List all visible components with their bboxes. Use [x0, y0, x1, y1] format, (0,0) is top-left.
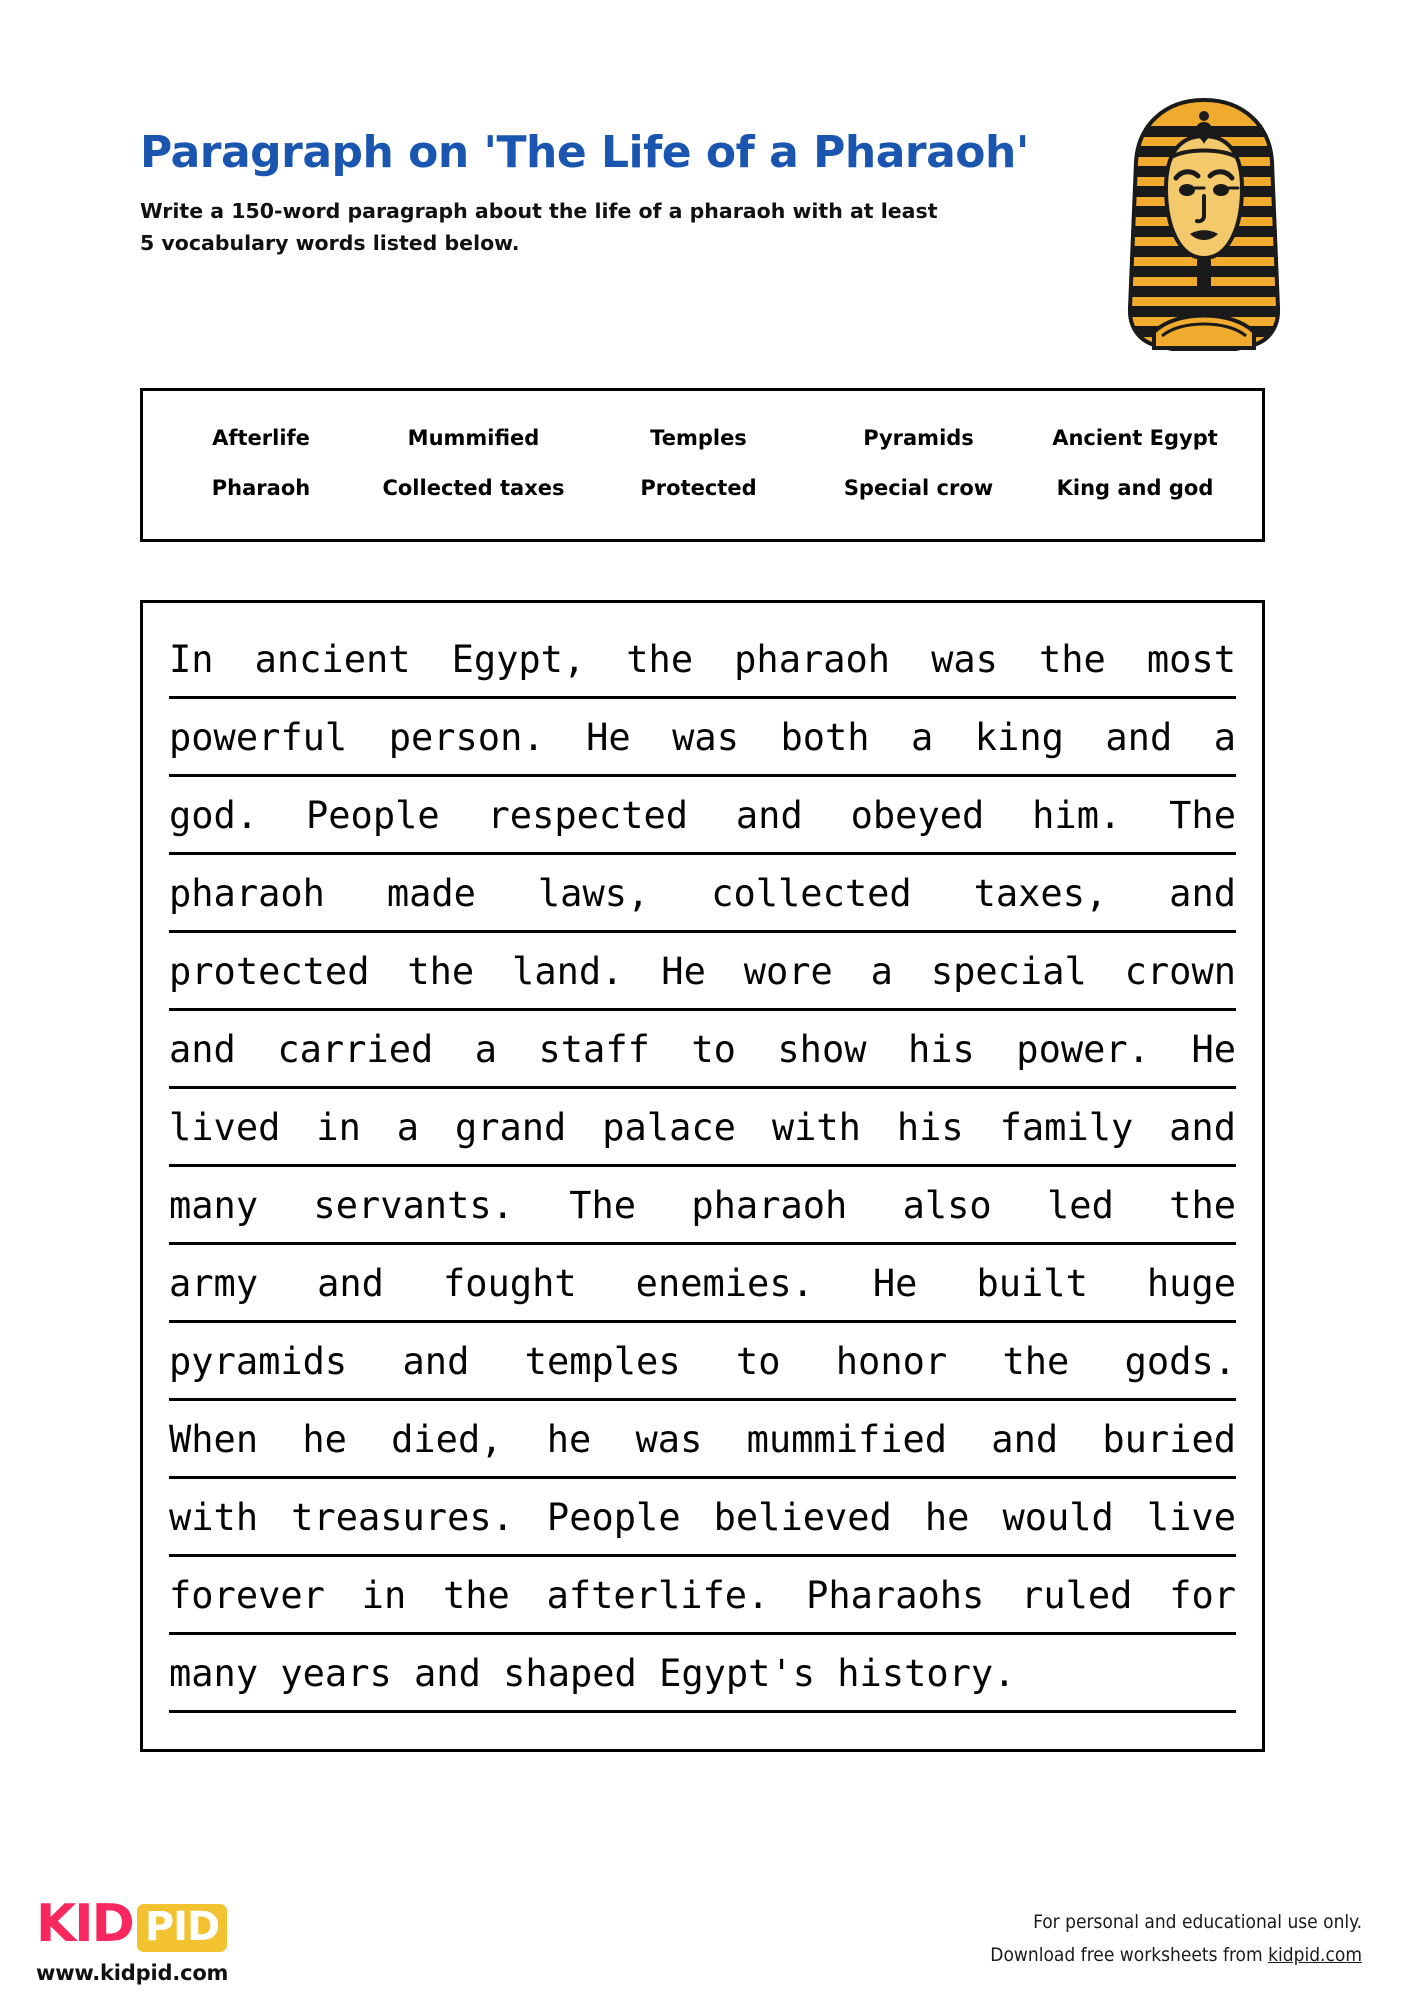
answer-line: pharaoh made laws, collected taxes, and — [169, 855, 1236, 933]
footer-notice-line-2 — [990, 1939, 1362, 1972]
footer-notice — [990, 1906, 1362, 1973]
answer-line: protected the land. He wore a special crown — [169, 933, 1236, 1011]
page-title: Paragraph on 'The Life of a Pharaoh' — [140, 127, 1029, 178]
footer-notice-prefix: Download free worksheets from — [990, 1944, 1269, 1967]
worksheet-header — [140, 127, 1140, 260]
answer-line: with treasures. People believed he would live — [169, 1479, 1236, 1557]
instruction-line-1: Write a 150-word paragraph about the life of a pharaoh with at least — [140, 199, 938, 224]
eye-left — [1179, 184, 1195, 196]
vocabulary-word: Afterlife — [212, 426, 310, 450]
answer-line: forever in the afterlife. Pharaohs ruled for — [169, 1557, 1236, 1635]
footer-notice-line-1: For personal and educational use only. — [1033, 1911, 1362, 1933]
vocabulary-word: Protected — [640, 476, 757, 500]
instruction-text — [140, 196, 1100, 260]
instruction-line-2: 5 vocabulary words listed below. — [140, 230, 520, 255]
pharaoh-mask-illustration — [1118, 96, 1290, 364]
answer-line: and carried a staff to show his power. He — [169, 1011, 1236, 1089]
vocabulary-word: Ancient Egypt — [1052, 426, 1218, 450]
eye-right — [1213, 184, 1229, 196]
answer-line: god. People respected and obeyed him. The — [169, 777, 1236, 855]
answer-line: lived in a grand palace with his family and — [169, 1089, 1236, 1167]
vocabulary-row — [171, 426, 1234, 450]
answer-line: many servants. The pharaoh also led the — [169, 1167, 1236, 1245]
false-beard — [1197, 256, 1211, 296]
answer-line: many years and shaped Egypt's history. — [169, 1635, 1236, 1713]
answer-line: army and fought enemies. He built huge — [169, 1245, 1236, 1323]
answer-writing-area[interactable] — [140, 600, 1265, 1752]
vocabulary-word: Pharaoh — [211, 476, 311, 500]
vocabulary-word: Collected taxes — [382, 476, 565, 500]
vocabulary-word: Temples — [650, 426, 747, 450]
answer-line: When he died, he was mummified and buried — [169, 1401, 1236, 1479]
answer-line: pyramids and temples to honor the gods. — [169, 1323, 1236, 1401]
logo-pid-text: PID — [137, 1904, 227, 1952]
answer-line: In ancient Egypt, the pharaoh was the most — [169, 621, 1236, 699]
vocabulary-row — [171, 476, 1234, 500]
kidpid-logo[interactable] — [36, 1894, 296, 1985]
vocabulary-word: Pyramids — [863, 426, 974, 450]
logo-website-url: www.kidpid.com — [36, 1961, 229, 1985]
logo-kid-text: KID — [36, 1894, 133, 1954]
vocabulary-word: King and god — [1056, 476, 1214, 500]
vocabulary-word-bank — [140, 388, 1265, 542]
vocabulary-word: Special crow — [843, 476, 994, 500]
answer-line: powerful person. He was both a king and a — [169, 699, 1236, 777]
uraeus-head — [1199, 111, 1209, 121]
kidpid-link[interactable]: kidpid.com — [1268, 1944, 1362, 1967]
logo-mark — [36, 1894, 296, 1954]
pharaoh-mask-icon — [1118, 96, 1290, 364]
vocabulary-word: Mummified — [407, 426, 540, 450]
